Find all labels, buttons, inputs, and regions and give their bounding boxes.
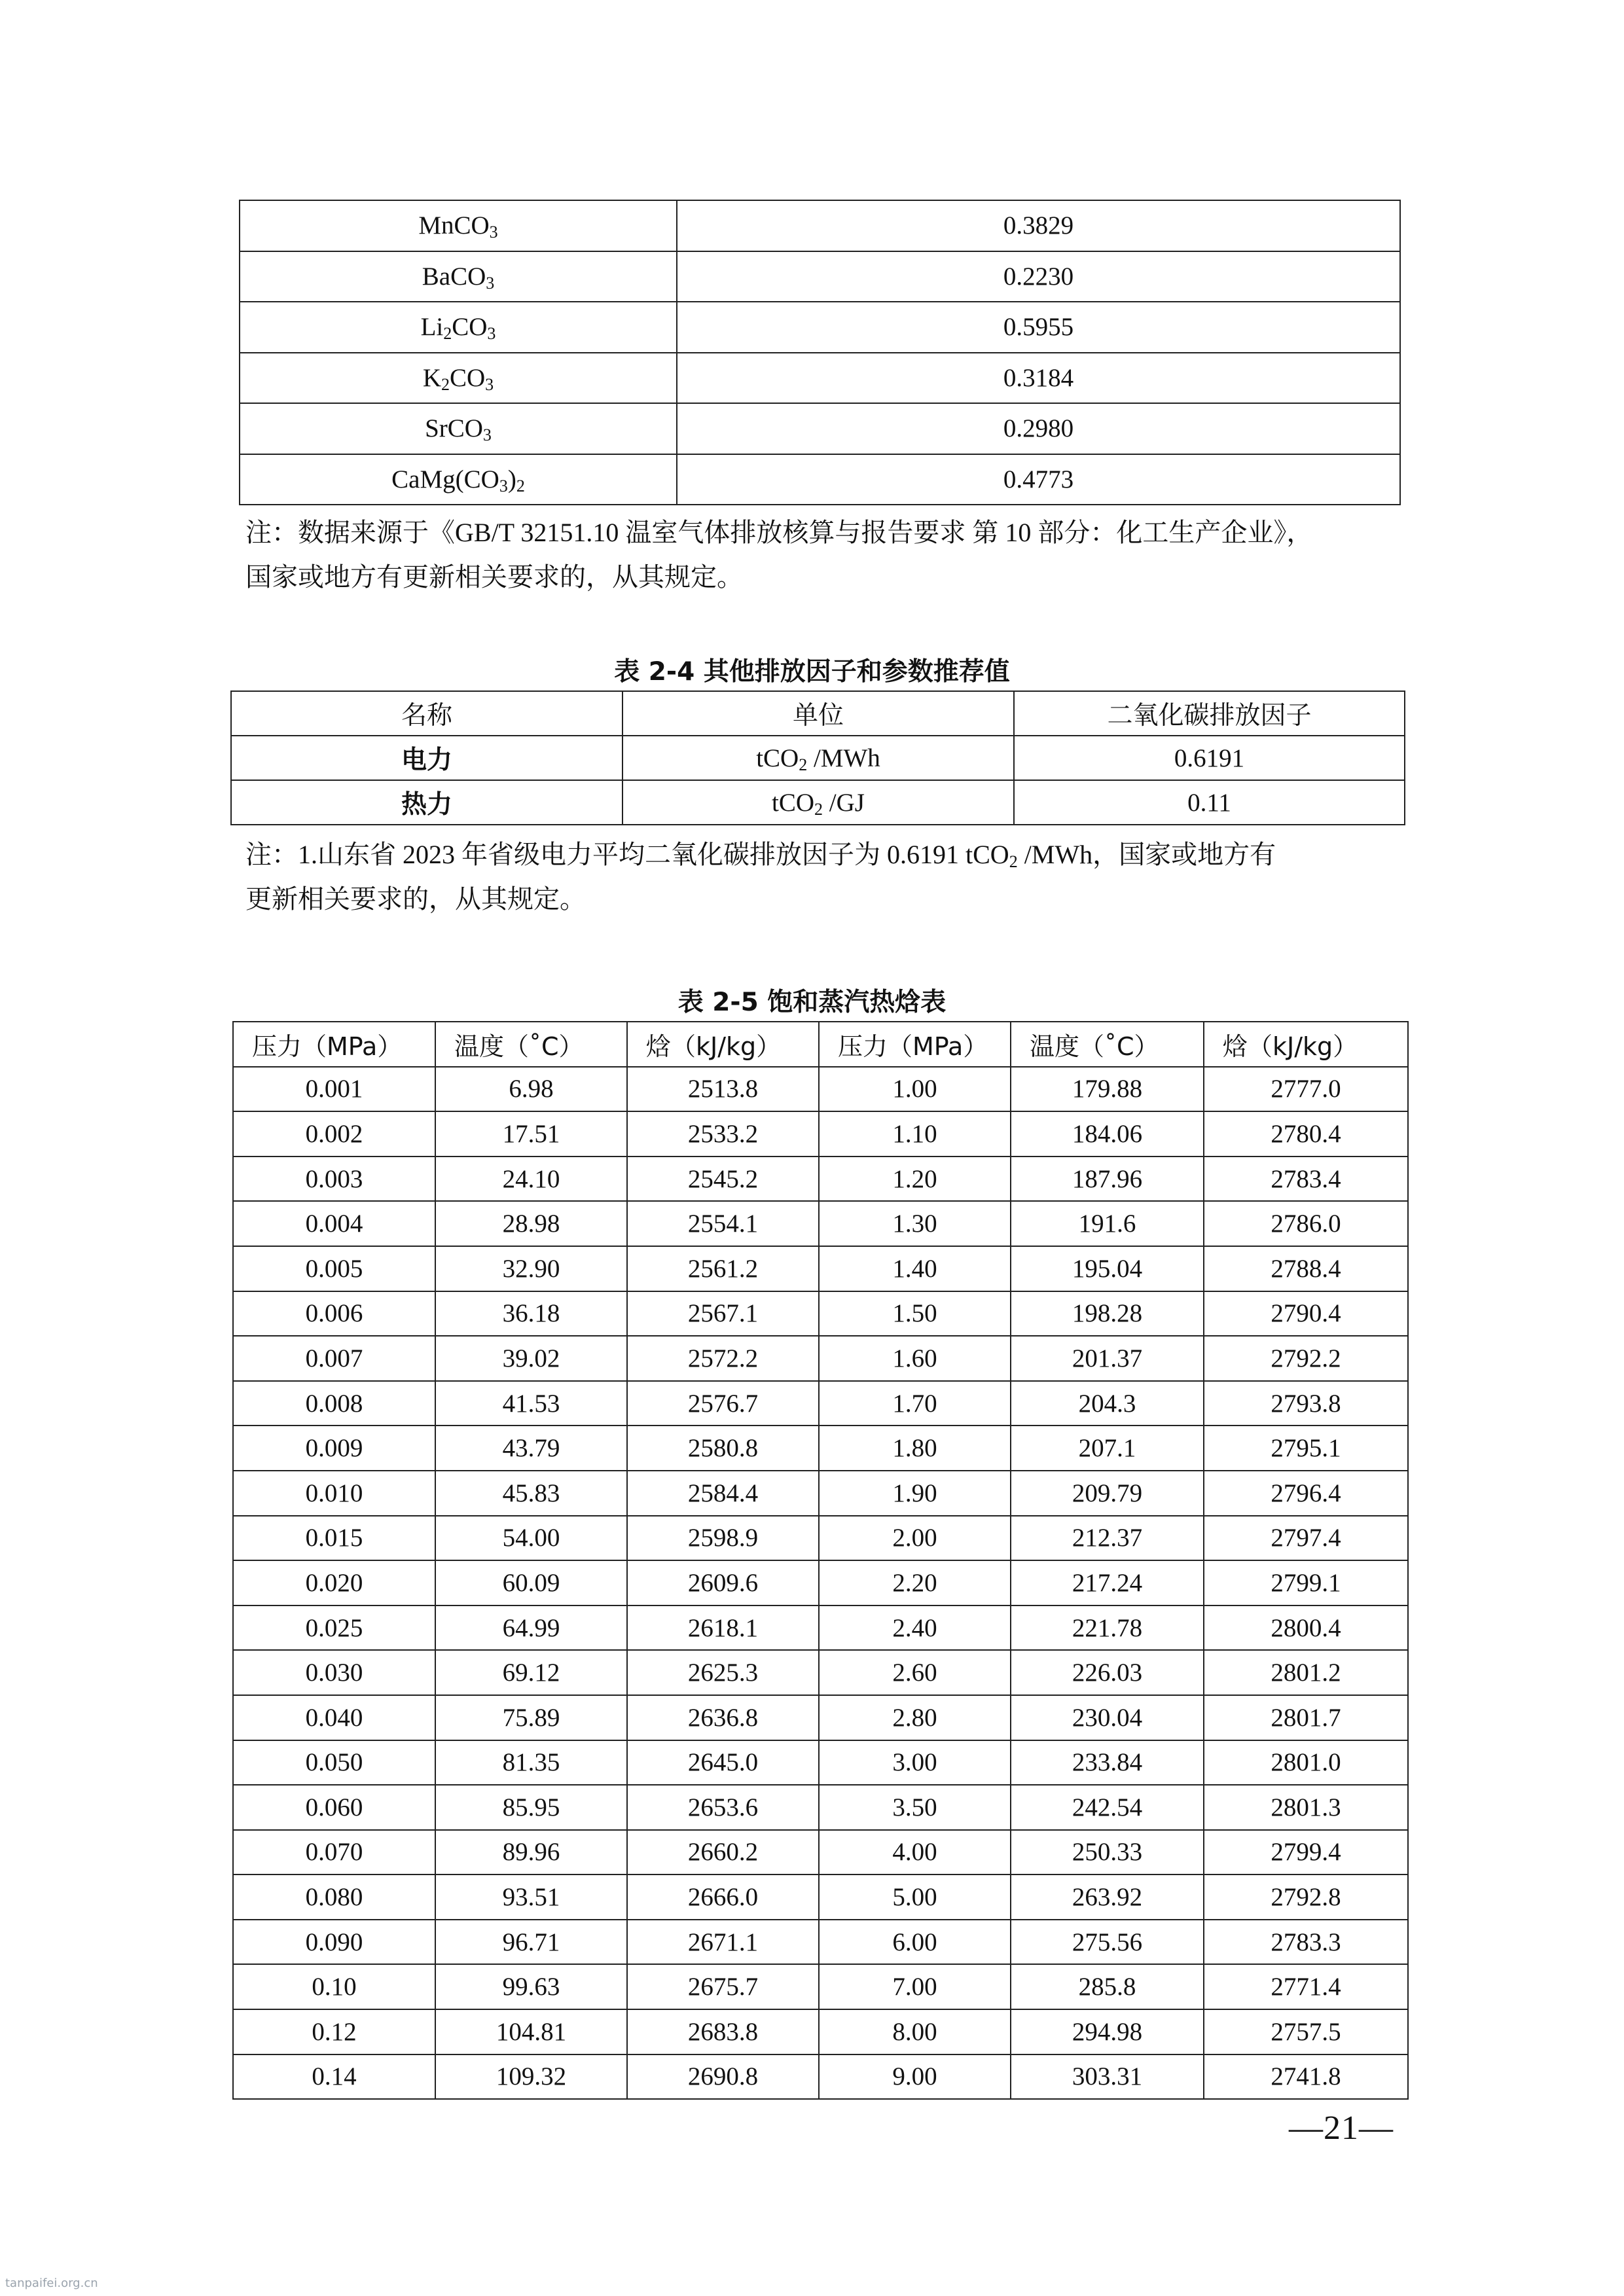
temperature-cell: 96.71 bbox=[435, 1920, 627, 1965]
temperature-cell: 39.02 bbox=[435, 1336, 627, 1381]
enthalpy-cell: 2801.3 bbox=[1204, 1785, 1408, 1830]
pressure-cell: 0.080 bbox=[233, 1874, 435, 1920]
temperature-cell: 6.98 bbox=[435, 1067, 627, 1112]
carbonate-formula: SrCO$_3$ bbox=[240, 403, 677, 454]
watermark: tanpaifei.org.cn bbox=[5, 2276, 98, 2290]
table-row bbox=[233, 1471, 1408, 1516]
pressure-cell: 0.001 bbox=[233, 1067, 435, 1112]
temperature-cell: 212.37 bbox=[1011, 1516, 1204, 1561]
enthalpy-cell: 2796.4 bbox=[1204, 1471, 1408, 1516]
pressure-cell: 0.007 bbox=[233, 1336, 435, 1381]
pressure-cell: 0.070 bbox=[233, 1830, 435, 1875]
table-row bbox=[233, 2054, 1408, 2100]
temperature-cell: 85.95 bbox=[435, 1785, 627, 1830]
pressure-cell: 1.70 bbox=[819, 1381, 1011, 1426]
enthalpy-cell: 2771.4 bbox=[1204, 1964, 1408, 2009]
enthalpy-cell: 2799.1 bbox=[1204, 1560, 1408, 1605]
table-2-5-header-row bbox=[233, 1022, 1408, 1067]
pressure-cell: 0.10 bbox=[233, 1964, 435, 2009]
enthalpy-cell: 2800.4 bbox=[1204, 1605, 1408, 1651]
data-source-note bbox=[245, 511, 1407, 600]
page-number: —21— bbox=[1289, 2109, 1394, 2147]
carbonate-formula: BaCO$_3$ bbox=[240, 251, 677, 302]
temperature-cell: 32.90 bbox=[435, 1246, 627, 1291]
pressure-cell: 1.30 bbox=[819, 1201, 1011, 1246]
temperature-cell: 294.98 bbox=[1011, 2009, 1204, 2054]
table-row bbox=[233, 1560, 1408, 1605]
temperature-cell: 93.51 bbox=[435, 1874, 627, 1920]
pressure-cell: 1.10 bbox=[819, 1111, 1011, 1157]
table-2-5-caption: 表 2-5 饱和蒸汽热焓表 bbox=[677, 988, 947, 1017]
table-row bbox=[231, 780, 1405, 825]
temperature-cell: 41.53 bbox=[435, 1381, 627, 1426]
temperature-cell: 191.6 bbox=[1011, 1201, 1204, 1246]
temperature-cell: 187.96 bbox=[1011, 1157, 1204, 1202]
data-source-note-line2: 国家或地方有更新相关要求的，从其规定。 bbox=[245, 562, 743, 592]
pressure-cell: 0.006 bbox=[233, 1291, 435, 1336]
pressure-cell: 9.00 bbox=[819, 2054, 1011, 2100]
header-temperature: 温度（˚C） bbox=[435, 1022, 627, 1067]
enthalpy-cell: 2671.1 bbox=[627, 1920, 819, 1965]
enthalpy-cell: 2780.4 bbox=[1204, 1111, 1408, 1157]
enthalpy-cell: 2533.2 bbox=[627, 1111, 819, 1157]
enthalpy-cell: 2636.8 bbox=[627, 1695, 819, 1740]
enthalpy-cell: 2792.2 bbox=[1204, 1336, 1408, 1381]
pressure-cell: 1.50 bbox=[819, 1291, 1011, 1336]
pressure-cell: 0.030 bbox=[233, 1650, 435, 1695]
temperature-cell: 104.81 bbox=[435, 2009, 627, 2054]
enthalpy-cell: 2757.5 bbox=[1204, 2009, 1408, 2054]
enthalpy-cell: 2799.4 bbox=[1204, 1830, 1408, 1875]
enthalpy-cell: 2513.8 bbox=[627, 1067, 819, 1112]
enthalpy-cell: 2801.0 bbox=[1204, 1740, 1408, 1785]
pressure-cell: 1.80 bbox=[819, 1426, 1011, 1471]
temperature-cell: 285.8 bbox=[1011, 1964, 1204, 2009]
enthalpy-cell: 2618.1 bbox=[627, 1605, 819, 1651]
enthalpy-cell: 2783.4 bbox=[1204, 1157, 1408, 1202]
table-row bbox=[233, 1695, 1408, 1740]
enthalpy-cell: 2576.7 bbox=[627, 1381, 819, 1426]
table-2-4-header-factor: 二氧化碳排放因子 bbox=[1014, 691, 1405, 736]
table-2-4 bbox=[230, 691, 1405, 825]
temperature-cell: 221.78 bbox=[1011, 1605, 1204, 1651]
table-row bbox=[233, 1111, 1408, 1157]
table-row bbox=[233, 1336, 1408, 1381]
temperature-cell: 24.10 bbox=[435, 1157, 627, 1202]
row-unit: tCO$_2$ /GJ bbox=[623, 780, 1014, 825]
pressure-cell: 6.00 bbox=[819, 1920, 1011, 1965]
saturated-steam-enthalpy-table bbox=[232, 1021, 1409, 2100]
carbonate-factor-value: 0.4773 bbox=[677, 454, 1400, 505]
pressure-cell: 5.00 bbox=[819, 1874, 1011, 1920]
temperature-cell: 45.83 bbox=[435, 1471, 627, 1516]
pressure-cell: 0.015 bbox=[233, 1516, 435, 1561]
enthalpy-cell: 2790.4 bbox=[1204, 1291, 1408, 1336]
pressure-cell: 0.004 bbox=[233, 1201, 435, 1246]
table-row bbox=[240, 302, 1400, 353]
carbonate-formula: $Li_2CO_3$ bbox=[240, 302, 677, 353]
table-2-4-header-name: 名称 bbox=[231, 691, 623, 736]
enthalpy-cell: 2660.2 bbox=[627, 1830, 819, 1875]
temperature-cell: 242.54 bbox=[1011, 1785, 1204, 1830]
pressure-cell: 2.80 bbox=[819, 1695, 1011, 1740]
carbonate-formula: $K_2CO_3$ bbox=[240, 353, 677, 404]
enthalpy-cell: 2554.1 bbox=[627, 1201, 819, 1246]
header-temperature: 温度（˚C） bbox=[1011, 1022, 1204, 1067]
temperature-cell: 75.89 bbox=[435, 1695, 627, 1740]
table-row bbox=[233, 1426, 1408, 1471]
table-row bbox=[233, 1740, 1408, 1785]
temperature-cell: 209.79 bbox=[1011, 1471, 1204, 1516]
temperature-cell: 303.31 bbox=[1011, 2054, 1204, 2100]
pressure-cell: 3.00 bbox=[819, 1740, 1011, 1785]
enthalpy-cell: 2683.8 bbox=[627, 2009, 819, 2054]
temperature-cell: 179.88 bbox=[1011, 1067, 1204, 1112]
pressure-cell: 0.005 bbox=[233, 1246, 435, 1291]
pressure-cell: 0.060 bbox=[233, 1785, 435, 1830]
enthalpy-cell: 2795.1 bbox=[1204, 1426, 1408, 1471]
table-2-4-header-unit: 单位 bbox=[623, 691, 1014, 736]
temperature-cell: 89.96 bbox=[435, 1830, 627, 1875]
temperature-cell: 109.32 bbox=[435, 2054, 627, 2100]
table-row bbox=[233, 1516, 1408, 1561]
row-name: 热力 bbox=[231, 780, 623, 825]
pressure-cell: 8.00 bbox=[819, 2009, 1011, 2054]
carbonate-factor-value: 0.3184 bbox=[677, 353, 1400, 404]
enthalpy-cell: 2567.1 bbox=[627, 1291, 819, 1336]
temperature-cell: 250.33 bbox=[1011, 1830, 1204, 1875]
table-row bbox=[233, 1785, 1408, 1830]
enthalpy-cell: 2786.0 bbox=[1204, 1201, 1408, 1246]
pressure-cell: 4.00 bbox=[819, 1830, 1011, 1875]
enthalpy-cell: 2801.7 bbox=[1204, 1695, 1408, 1740]
pressure-cell: 0.090 bbox=[233, 1920, 435, 1965]
row-unit: tCO$_2$ /MWh bbox=[623, 736, 1014, 780]
temperature-cell: 54.00 bbox=[435, 1516, 627, 1561]
pressure-cell: 0.002 bbox=[233, 1111, 435, 1157]
temperature-cell: 60.09 bbox=[435, 1560, 627, 1605]
pressure-cell: 7.00 bbox=[819, 1964, 1011, 2009]
pressure-cell: 0.009 bbox=[233, 1426, 435, 1471]
table-row bbox=[240, 454, 1400, 505]
temperature-cell: 184.06 bbox=[1011, 1111, 1204, 1157]
enthalpy-cell: 2561.2 bbox=[627, 1246, 819, 1291]
table-2-4-caption: 表 2-4 其他排放因子和参数推荐值 bbox=[614, 657, 1010, 687]
pressure-cell: 1.60 bbox=[819, 1336, 1011, 1381]
enthalpy-cell: 2797.4 bbox=[1204, 1516, 1408, 1561]
pressure-cell: 2.20 bbox=[819, 1560, 1011, 1605]
header-enthalpy: 焓（kJ/kg） bbox=[1204, 1022, 1408, 1067]
electricity-factor-note-line1: 注：1.山东省 2023 年省级电力平均二氧化碳排放因子为 0.6191 tCO$_2$ /MWh，国家或地方有 bbox=[245, 840, 1276, 871]
pressure-cell: 2.60 bbox=[819, 1650, 1011, 1695]
carbonate-factor-value: 0.2980 bbox=[677, 403, 1400, 454]
temperature-cell: 201.37 bbox=[1011, 1336, 1204, 1381]
temperature-cell: 69.12 bbox=[435, 1650, 627, 1695]
enthalpy-cell: 2675.7 bbox=[627, 1964, 819, 2009]
table-row bbox=[240, 200, 1400, 251]
table-row bbox=[240, 403, 1400, 454]
temperature-cell: 275.56 bbox=[1011, 1920, 1204, 1965]
table-row bbox=[233, 1201, 1408, 1246]
pressure-cell: 0.12 bbox=[233, 2009, 435, 2054]
carbonate-formula: MnCO$_3$ bbox=[240, 200, 677, 251]
pressure-cell: 2.00 bbox=[819, 1516, 1011, 1561]
table-row bbox=[233, 2009, 1408, 2054]
enthalpy-cell: 2545.2 bbox=[627, 1157, 819, 1202]
temperature-cell: 226.03 bbox=[1011, 1650, 1204, 1695]
enthalpy-cell: 2653.6 bbox=[627, 1785, 819, 1830]
header-pressure: 压力（MPa） bbox=[819, 1022, 1011, 1067]
table-row bbox=[240, 353, 1400, 404]
data-source-note-line1: 注：数据来源于《GB/T 32151.10 温室气体排放核算与报告要求 第 10 部分：化工生产企业》， bbox=[245, 518, 1313, 547]
row-name: 电力 bbox=[231, 736, 623, 780]
enthalpy-cell: 2783.3 bbox=[1204, 1920, 1408, 1965]
temperature-cell: 99.63 bbox=[435, 1964, 627, 2009]
enthalpy-cell: 2609.6 bbox=[627, 1560, 819, 1605]
pressure-cell: 0.14 bbox=[233, 2054, 435, 2100]
temperature-cell: 204.3 bbox=[1011, 1381, 1204, 1426]
temperature-cell: 230.04 bbox=[1011, 1695, 1204, 1740]
temperature-cell: 198.28 bbox=[1011, 1291, 1204, 1336]
table-row bbox=[233, 1157, 1408, 1202]
enthalpy-cell: 2645.0 bbox=[627, 1740, 819, 1785]
temperature-cell: 233.84 bbox=[1011, 1740, 1204, 1785]
pressure-cell: 1.20 bbox=[819, 1157, 1011, 1202]
enthalpy-cell: 2666.0 bbox=[627, 1874, 819, 1920]
carbonate-formula: $CaMg(CO_3)_2$ bbox=[240, 454, 677, 505]
temperature-cell: 195.04 bbox=[1011, 1246, 1204, 1291]
temperature-cell: 17.51 bbox=[435, 1111, 627, 1157]
pressure-cell: 0.003 bbox=[233, 1157, 435, 1202]
carbonate-factor-table bbox=[239, 200, 1401, 505]
table-row bbox=[233, 1830, 1408, 1875]
table-row bbox=[233, 1605, 1408, 1651]
enthalpy-cell: 2777.0 bbox=[1204, 1067, 1408, 1112]
table-row bbox=[233, 1246, 1408, 1291]
enthalpy-cell: 2580.8 bbox=[627, 1426, 819, 1471]
pressure-cell: 0.040 bbox=[233, 1695, 435, 1740]
header-pressure: 压力（MPa） bbox=[233, 1022, 435, 1067]
carbonate-factor-value: 0.3829 bbox=[677, 200, 1400, 251]
enthalpy-cell: 2572.2 bbox=[627, 1336, 819, 1381]
pressure-cell: 0.025 bbox=[233, 1605, 435, 1651]
temperature-cell: 28.98 bbox=[435, 1201, 627, 1246]
pressure-cell: 1.40 bbox=[819, 1246, 1011, 1291]
pressure-cell: 0.050 bbox=[233, 1740, 435, 1785]
carbonate-factor-value: 0.2230 bbox=[677, 251, 1400, 302]
enthalpy-cell: 2598.9 bbox=[627, 1516, 819, 1561]
enthalpy-cell: 2793.8 bbox=[1204, 1381, 1408, 1426]
table-row bbox=[233, 1650, 1408, 1695]
enthalpy-cell: 2741.8 bbox=[1204, 2054, 1408, 2100]
enthalpy-cell: 2801.2 bbox=[1204, 1650, 1408, 1695]
pressure-cell: 3.50 bbox=[819, 1785, 1011, 1830]
table-row bbox=[233, 1291, 1408, 1336]
table-row bbox=[233, 1874, 1408, 1920]
pressure-cell: 2.40 bbox=[819, 1605, 1011, 1651]
table-2-4-header-row bbox=[231, 691, 1405, 736]
table-row bbox=[233, 1067, 1408, 1112]
pressure-cell: 0.020 bbox=[233, 1560, 435, 1605]
enthalpy-cell: 2625.3 bbox=[627, 1650, 819, 1695]
pressure-cell: 1.90 bbox=[819, 1471, 1011, 1516]
temperature-cell: 263.92 bbox=[1011, 1874, 1204, 1920]
temperature-cell: 36.18 bbox=[435, 1291, 627, 1336]
table-row bbox=[233, 1920, 1408, 1965]
table-row bbox=[231, 736, 1405, 780]
temperature-cell: 207.1 bbox=[1011, 1426, 1204, 1471]
enthalpy-cell: 2792.8 bbox=[1204, 1874, 1408, 1920]
table-row bbox=[233, 1964, 1408, 2009]
enthalpy-cell: 2788.4 bbox=[1204, 1246, 1408, 1291]
temperature-cell: 64.99 bbox=[435, 1605, 627, 1651]
row-factor: 0.6191 bbox=[1014, 736, 1405, 780]
pressure-cell: 1.00 bbox=[819, 1067, 1011, 1112]
table-row bbox=[233, 1381, 1408, 1426]
enthalpy-cell: 2690.8 bbox=[627, 2054, 819, 2100]
pressure-cell: 0.010 bbox=[233, 1471, 435, 1516]
temperature-cell: 43.79 bbox=[435, 1426, 627, 1471]
table-row bbox=[240, 251, 1400, 302]
electricity-factor-note bbox=[245, 833, 1407, 922]
header-enthalpy: 焓（kJ/kg） bbox=[627, 1022, 819, 1067]
enthalpy-cell: 2584.4 bbox=[627, 1471, 819, 1516]
temperature-cell: 81.35 bbox=[435, 1740, 627, 1785]
pressure-cell: 0.008 bbox=[233, 1381, 435, 1426]
temperature-cell: 217.24 bbox=[1011, 1560, 1204, 1605]
carbonate-factor-value: 0.5955 bbox=[677, 302, 1400, 353]
row-factor: 0.11 bbox=[1014, 780, 1405, 825]
electricity-factor-note-line2: 更新相关要求的，从其规定。 bbox=[245, 884, 586, 914]
